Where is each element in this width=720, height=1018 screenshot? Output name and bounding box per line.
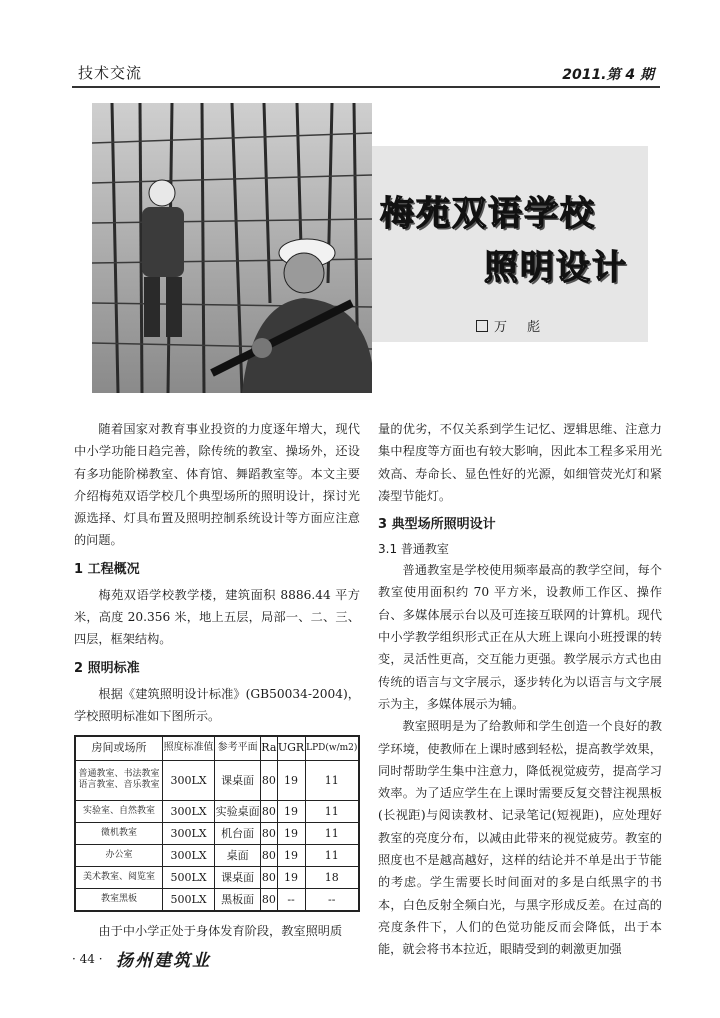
table-cell: 80	[261, 844, 277, 866]
table-cell: 11	[305, 822, 359, 844]
heading-3-1: 3.1 普通教室	[378, 542, 449, 557]
table-header-cell: UGR	[277, 736, 305, 760]
table-cell: 机台面	[215, 822, 261, 844]
table-cell: 19	[277, 760, 305, 800]
square-marker-icon	[476, 320, 488, 332]
table-cell: 教室黑板	[75, 888, 163, 911]
table-cell: 11	[305, 844, 359, 866]
article-title-line1: 梅苑双语学校	[380, 194, 596, 234]
table-cell: --	[277, 888, 305, 911]
table-cell: 80	[261, 888, 277, 911]
table-cell: 11	[305, 800, 359, 822]
heading-2: 2 照明标准	[74, 660, 140, 676]
after-table-paragraph: 由于中小学正处于身体发育阶段，教室照明质	[98, 923, 343, 938]
author-name: 万 彪	[494, 320, 549, 335]
continued-paragraph: 量的优劣，不仅关系到学生记忆、逻辑思维、注意力集中程度等方面也有较大影响，因此本工程多采用光效高、寿命长、显色性好的光源，如细管荧光灯和紧凑型节能灯。	[378, 422, 662, 503]
table-header-row	[75, 736, 359, 760]
table-cell: --	[305, 888, 359, 911]
table-cell: 实验室、自然教室	[75, 800, 163, 822]
right-column	[378, 418, 662, 961]
construction-workers-photo	[92, 103, 372, 393]
section2-paragraph: 根据《建筑照明设计标准》(GB50034-2004)，学校照明标准如下图所示。	[74, 686, 360, 723]
table-header-cell: 房间或场所	[75, 736, 163, 760]
table-header-cell: Ra	[261, 736, 277, 760]
table-cell: 500LX	[163, 866, 215, 888]
table-cell: 课桌面	[215, 760, 261, 800]
table-cell: 300LX	[163, 800, 215, 822]
header-rule	[72, 86, 660, 88]
table-cell: 18	[305, 866, 359, 888]
section1-paragraph: 梅苑双语学校教学楼，建筑面积 8886.44 平方米，高度 20.356 米，地上五层，局部一、二、三、四层，框架结构。	[74, 587, 360, 647]
table-header-cell: LPD(w/m2)	[305, 736, 359, 760]
table-cell: 300LX	[163, 760, 215, 800]
table-cell: 普通教室、书法教室 语言教室、音乐教室	[75, 760, 163, 800]
table-cell: 桌面	[215, 844, 261, 866]
article-title-line2: 照明设计	[484, 248, 628, 288]
table-cell: 19	[277, 844, 305, 866]
lighting-standard-table	[74, 735, 360, 911]
table-cell: 办公室	[75, 844, 163, 866]
table-cell: 美术教室、阅览室	[75, 866, 163, 888]
journal-brand-logo: 扬州建筑业	[116, 951, 211, 971]
table-cell: 实验桌面	[215, 800, 261, 822]
table-row	[75, 822, 359, 844]
page-footer	[72, 946, 372, 972]
table-cell: 19	[277, 866, 305, 888]
table-cell: 微机教室	[75, 822, 163, 844]
table-row	[75, 800, 359, 822]
table-header-cell: 参考平面	[215, 736, 261, 760]
heading-3: 3 典型场所照明设计	[378, 517, 496, 533]
table-cell: 300LX	[163, 822, 215, 844]
page-number: · 44 ·	[72, 952, 103, 966]
table-cell: 500LX	[163, 888, 215, 911]
section31-paragraph-1: 普通教室是学校使用频率最高的教学空间，每个教室使用面积约 70 平方米，设教师工作区、操作台、多媒体展示台以及可连接互联网的计算机。现代中小学教学组织形式正在从大班上课向小班授课的转变，灵活性更高，交互能力更强。教学展示方式也由传统的语言与文字展示，逐步转化为以语言与文字展示为主，多媒体展示为辅。	[378, 563, 662, 711]
table-cell: 课桌面	[215, 866, 261, 888]
table-cell: 300LX	[163, 844, 215, 866]
author-byline	[476, 316, 548, 335]
table-cell: 80	[261, 822, 277, 844]
table-cell: 11	[305, 760, 359, 800]
table-cell: 80	[261, 760, 277, 800]
issue-label: 2011.第 4 期	[562, 67, 654, 83]
intro-paragraph: 随着国家对教育事业投资的力度逐年增大，现代中小学功能日趋完善，除传统的教室、操场外，还设有多功能阶梯教室、体育馆、舞蹈教室等。本文主要介绍梅苑双语学校几个典型场所的照明设计，探讨光源选择、灯具布置及照明控制系统设计等方面应注意的问题。	[74, 422, 360, 548]
table-cell: 80	[261, 866, 277, 888]
left-column	[74, 418, 360, 942]
heading-1: 1 工程概况	[74, 561, 140, 577]
section31-paragraph-2: 教室照明是为了给教师和学生创造一个良好的教学环境，使教师在上课时感到轻松，提高教学效果，同时帮助学生集中注意力，降低视觉疲劳，提高学习效率。为了适应学生在上课时需要反复交替注视黑板(长视距)与阅读教材、记录笔记(短视距)，应处理好教室的亮度分布，以减由此带来的视觉疲劳。教室的照度也不是越高越好，这样的结论并不单是出于节能的考虑。学生需要长时间面对的多是白纸黑字的书本，白色反射全频白光，与黑字形成反差。在过高的亮度条件下，人们的色觉功能反而会降低，出于本能，就会将书本拉近，眼睛受到的刺激更加强	[378, 719, 662, 957]
section-label: 技术交流	[78, 64, 143, 82]
table-cell: 19	[277, 822, 305, 844]
table-row	[75, 866, 359, 888]
table-cell: 黑板面	[215, 888, 261, 911]
table-cell: 19	[277, 800, 305, 822]
table-row	[75, 844, 359, 866]
table-header-cell: 照度标准值	[163, 736, 215, 760]
table-row	[75, 760, 359, 800]
running-header	[72, 60, 660, 86]
table-row	[75, 888, 359, 911]
table-cell: 80	[261, 800, 277, 822]
